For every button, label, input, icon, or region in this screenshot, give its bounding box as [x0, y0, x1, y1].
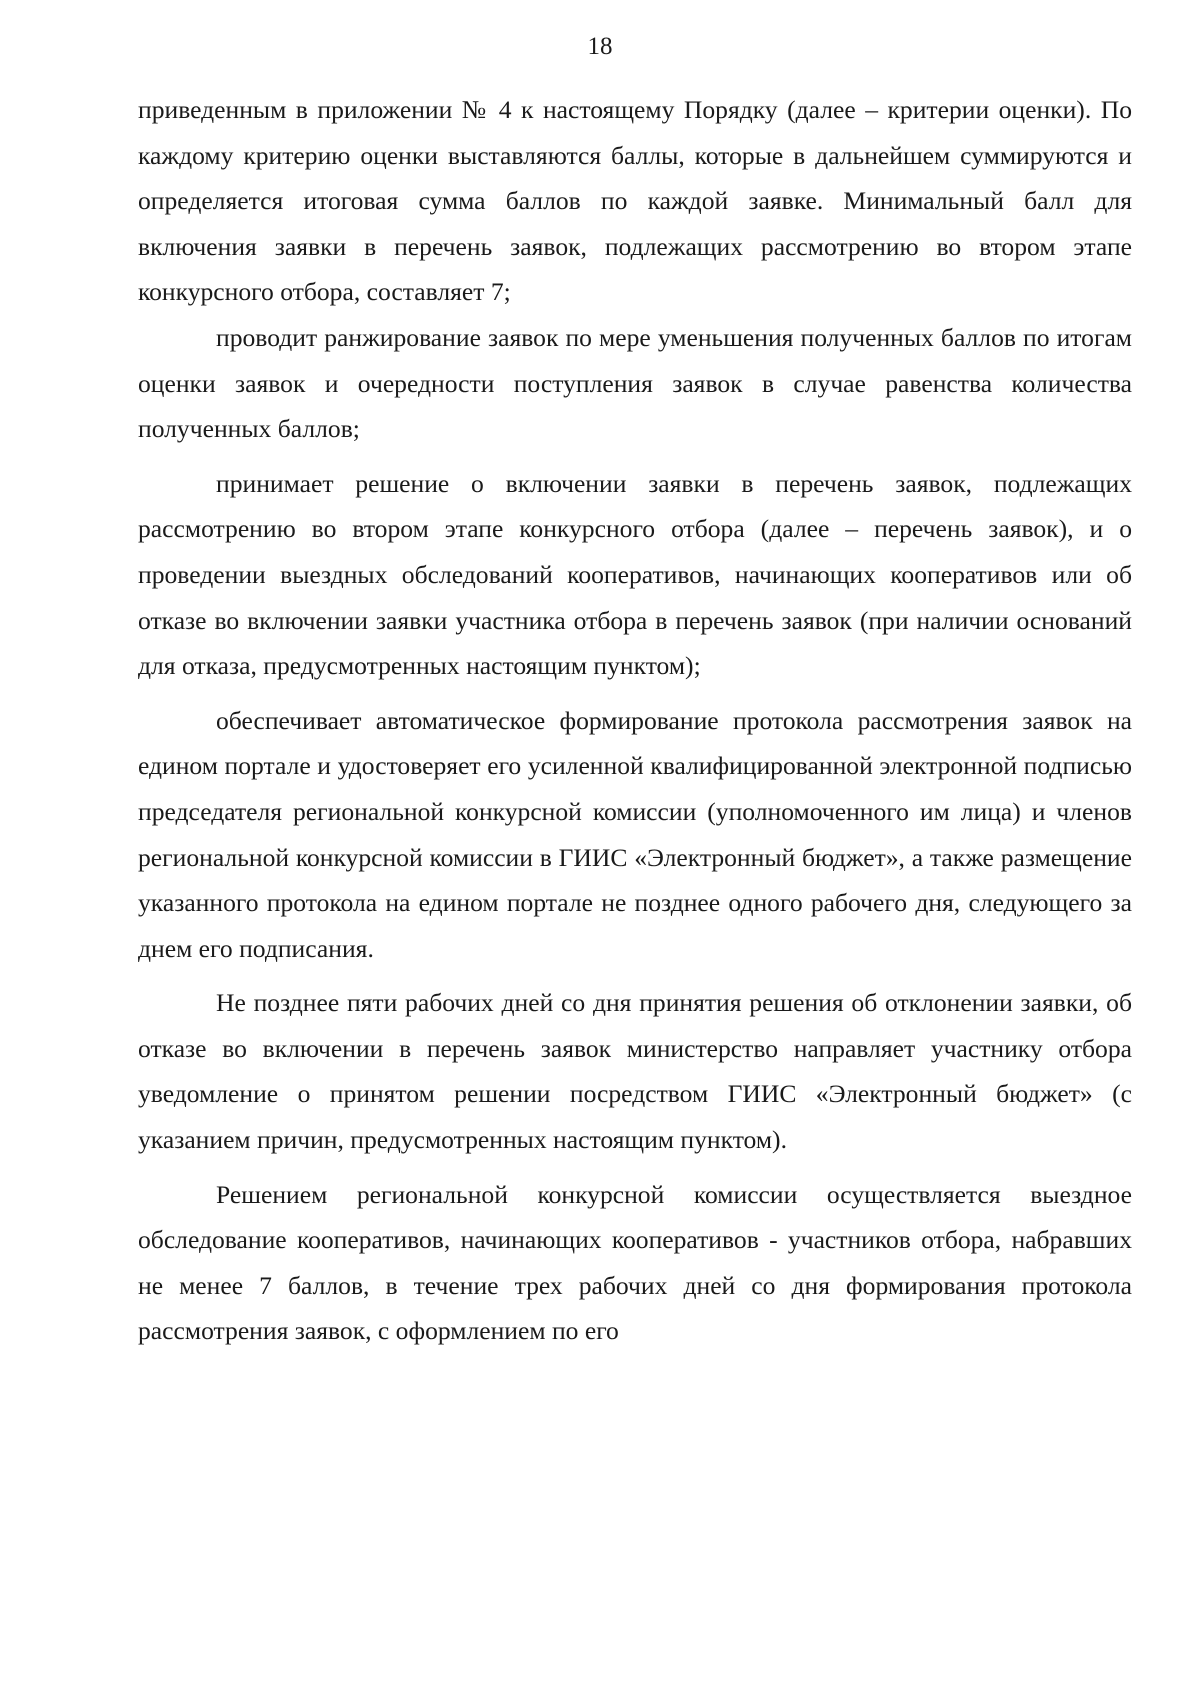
- paragraph-decision: принимает решение о включении заявки в перечень заявок, подлежащих рассмотрению во втором этапе конкурсного отбора (далее – перечень заявок), и о проведении выездных обследований кооперативов, начинающих кооперативов или об отказе во включении заявки участника отбора в перечень заявок (при наличии оснований для отказа, предусмотренных настоящим пунктом);: [138, 468, 1132, 681]
- page-number: 18: [587, 33, 613, 60]
- paragraph-inspection: Решением региональной конкурсной комиссии осуществляется выездное обследование кооперативов, начинающих кооперативов - участников отбора, набравших не менее 7 баллов, в течение трех рабочих дней со дня формирования протокола рассмотрения заявок, с оформлением по его: [138, 1179, 1132, 1346]
- paragraph-ranking: проводит ранжирование заявок по мере уменьшения полученных баллов по итогам оценки заявок и очередности поступления заявок в случае равенства количества полученных баллов;: [138, 322, 1132, 444]
- paragraph-notification: Не позднее пяти рабочих дней со дня принятия решения об отклонении заявки, об отказе во включении в перечень заявок министерство направляет участнику отбора уведомление о принятом решении посредством ГИИС «Электронный бюджет» (с указанием причин, предусмотренных настоящим пунктом).: [138, 988, 1132, 1155]
- paragraph-protocol: обеспечивает автоматическое формирование протокола рассмотрения заявок на едином портале и удостоверяет его усиленной квалифицированной электронной подписью председателя региональной конкурсной комиссии (уполномоченного им лица) и членов региональной конкурсной комиссии в ГИИС «Электронный бюджет», а также размещение указанного протокола на едином портале не позднее одного рабочего дня, следующего за днем его подписания.: [138, 705, 1132, 963]
- paragraph-criteria-continuation: приведенным в приложении № 4 к настоящему Порядку (далее – критерии оценки). По каждому критерию оценки выставляются баллы, которые в дальнейшем суммируются и определяется итоговая сумма баллов по каждой заявке. Минимальный балл для включения заявки в перечень заявок, подлежащих рассмотрению во втором этапе конкурсного отбора, составляет 7;: [138, 95, 1132, 307]
- document-body: [138, 87, 1132, 1354]
